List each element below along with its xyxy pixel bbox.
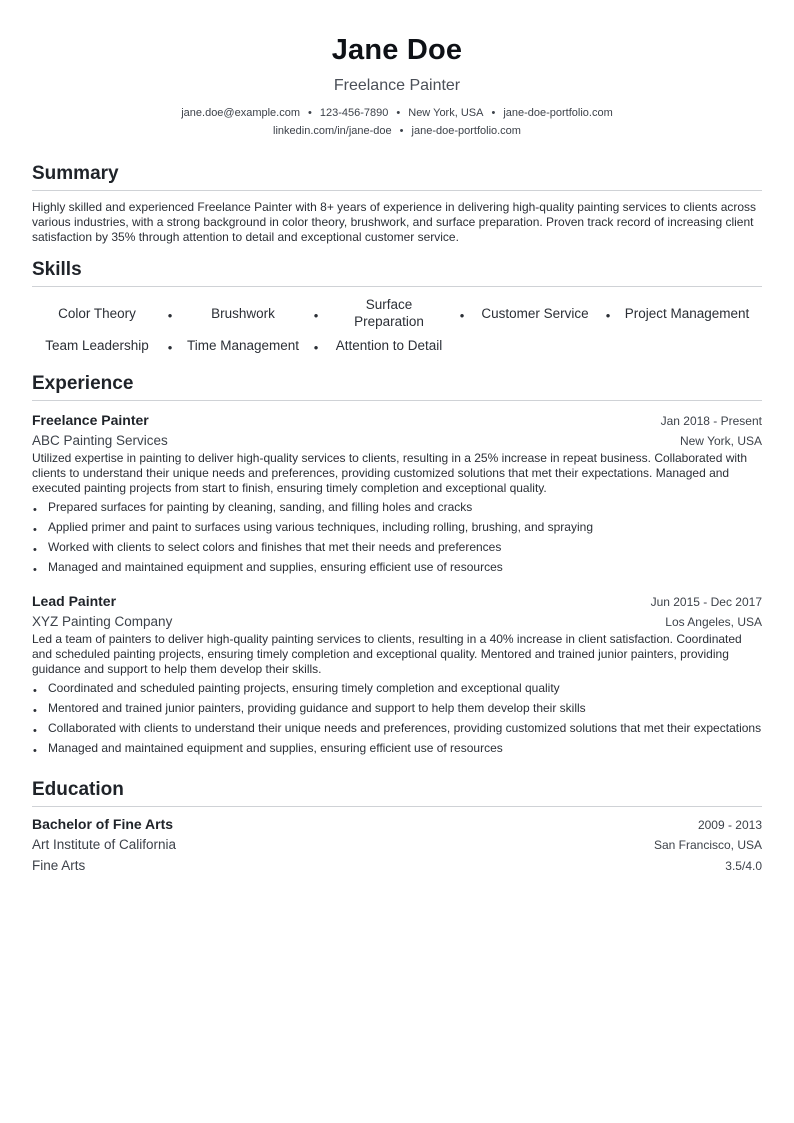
skill-item: Color Theory	[58, 305, 136, 321]
contact-line-1	[32, 104, 762, 122]
skill-item: Brushwork	[211, 305, 275, 321]
bullet-item	[32, 721, 762, 736]
job-bullets	[32, 500, 762, 575]
bullet-item	[32, 560, 762, 575]
contact-line-2	[32, 122, 762, 140]
bullet-text: Mentored and trained junior painters, providing guidance and support to help them develop their skills	[48, 701, 586, 715]
experience-heading: Experience	[32, 373, 134, 394]
contact-separator: •	[491, 107, 496, 119]
skill-item: Customer Service	[481, 305, 589, 321]
skill-item: Attention to Detail	[335, 337, 443, 353]
bullet-item	[32, 741, 762, 756]
contact-separator: •	[308, 107, 312, 119]
job-title: Freelance Painter	[32, 412, 149, 428]
skill-separator: •	[167, 339, 173, 355]
skill-separator: •	[605, 307, 611, 323]
edu-field: Fine Arts	[32, 858, 86, 873]
summary-section	[32, 162, 762, 245]
job-description: Led a team of painters to deliver high-quality painting services to clients, resulting in a 40% increase in client satisfaction. Coordinated and scheduled painting projects, ensuring timely completion and exceptional quality. Mentored and trained junior painters, providing guidance and support to help them develop their skills.	[32, 632, 742, 676]
job-location: Los Angeles, USA	[665, 615, 762, 629]
skill-separator: •	[167, 307, 173, 323]
resume-header	[32, 30, 762, 140]
skill-separator: •	[313, 307, 319, 323]
edu-school: Art Institute of California	[32, 837, 177, 852]
candidate-name: Jane Doe	[331, 34, 463, 66]
skill-item: Time Management	[186, 337, 300, 353]
skill-separator: •	[459, 307, 465, 323]
bullet-text: Applied primer and paint to surfaces using various techniques, including rolling, brushing, and spraying	[48, 520, 593, 534]
bullet-item	[32, 540, 762, 555]
section-divider	[32, 806, 762, 807]
edu-degree: Bachelor of Fine Arts	[32, 816, 174, 832]
section-divider	[32, 286, 762, 287]
bullet-marker: •	[33, 725, 37, 737]
job-dates: Jan 2018 - Present	[660, 414, 762, 428]
bullet-marker: •	[33, 564, 37, 576]
skills-row	[32, 333, 762, 357]
bullet-item	[32, 701, 762, 716]
job-entry	[32, 591, 762, 756]
job-header-row	[32, 410, 762, 430]
bullet-text: Collaborated with clients to understand their unique needs and preferences, providing customized solutions that met their expectations	[48, 721, 762, 735]
bullet-text: Managed and maintained equipment and supplies, ensuring efficient use of resources	[48, 741, 503, 755]
contact-separator: •	[396, 107, 401, 119]
bullet-marker: •	[33, 745, 37, 757]
job-header-row	[32, 591, 762, 611]
edu-gpa: 3.5/4.0	[725, 859, 762, 873]
experience-section	[32, 372, 762, 756]
edu-field-row	[32, 855, 762, 876]
contact-linkedin[interactable]: linkedin.com/in/jane-doe	[273, 125, 392, 137]
bullet-marker: •	[33, 544, 37, 556]
contact-phone[interactable]: 123-456-7890	[319, 107, 389, 119]
job-entry	[32, 410, 762, 575]
job-dates: Jun 2015 - Dec 2017	[650, 595, 762, 609]
skill-separator: •	[313, 339, 319, 355]
edu-degree-row	[32, 814, 762, 834]
bullet-text: Worked with clients to select colors and finishes that met their needs and preferences	[48, 540, 502, 554]
bullet-marker: •	[33, 685, 37, 697]
edu-school-row	[32, 834, 762, 855]
skill-item: Team Leadership	[45, 337, 149, 353]
section-divider	[32, 400, 762, 401]
bullet-item	[32, 681, 762, 696]
bullet-item	[32, 520, 762, 535]
job-company: ABC Painting Services	[32, 433, 168, 448]
skill-item: Project Management	[624, 305, 750, 321]
bullet-text: Coordinated and scheduled painting projects, ensuring timely completion and exceptional quality	[48, 681, 560, 695]
bullet-text: Managed and maintained equipment and supplies, ensuring efficient use of resources	[48, 560, 503, 574]
summary-text: Highly skilled and experienced Freelance Painter with 8+ years of experience in delivering high-quality painting services to clients across various industries, with a strong background in color theory, brushwork, and surface preparation. Proven track record of increasing client satisfaction by 35% through attention to detail and exceptional customer service.	[32, 200, 757, 244]
contact-separator: •	[399, 125, 404, 137]
contact-portfolio[interactable]: jane-doe-portfolio.com	[503, 107, 613, 119]
education-heading: Education	[32, 779, 124, 800]
bullet-text: Prepared surfaces for painting by cleaning, sanding, and filling holes and cracks	[48, 500, 473, 514]
skill-item: Surface Preparation	[354, 297, 424, 329]
job-company: XYZ Painting Company	[32, 614, 173, 629]
job-company-row	[32, 430, 762, 451]
summary-heading: Summary	[32, 163, 119, 184]
skills-row	[32, 296, 762, 330]
bullet-marker: •	[33, 524, 37, 536]
contact-location: New York, USA	[408, 107, 484, 119]
skills-heading: Skills	[32, 259, 82, 280]
section-divider	[32, 190, 762, 191]
contact-portfolio-2[interactable]: jane-doe-portfolio.com	[411, 125, 521, 137]
job-bullets	[32, 681, 762, 756]
job-description: Utilized expertise in painting to deliver high-quality services to clients, resulting in a 25% increase in repeat business. Collaborated with clients to understand their unique needs and preferences, providing customized solutions that met their expectations. Managed and executed painting projects from start to finish, ensuring timely completion and exceptional quality.	[32, 451, 748, 495]
job-company-row	[32, 611, 762, 632]
job-location: New York, USA	[679, 434, 762, 448]
edu-dates: 2009 - 2013	[697, 818, 762, 832]
bullet-item	[32, 500, 762, 515]
bullet-marker: •	[33, 504, 37, 516]
candidate-role: Freelance Painter	[333, 77, 461, 94]
edu-location: San Francisco, USA	[653, 838, 762, 852]
bullet-marker: •	[33, 705, 37, 717]
skills-section	[32, 258, 762, 357]
education-entry	[32, 814, 762, 876]
contact-email[interactable]: jane.doe@example.com	[181, 107, 301, 119]
education-section	[32, 778, 762, 876]
job-title: Lead Painter	[32, 593, 117, 609]
